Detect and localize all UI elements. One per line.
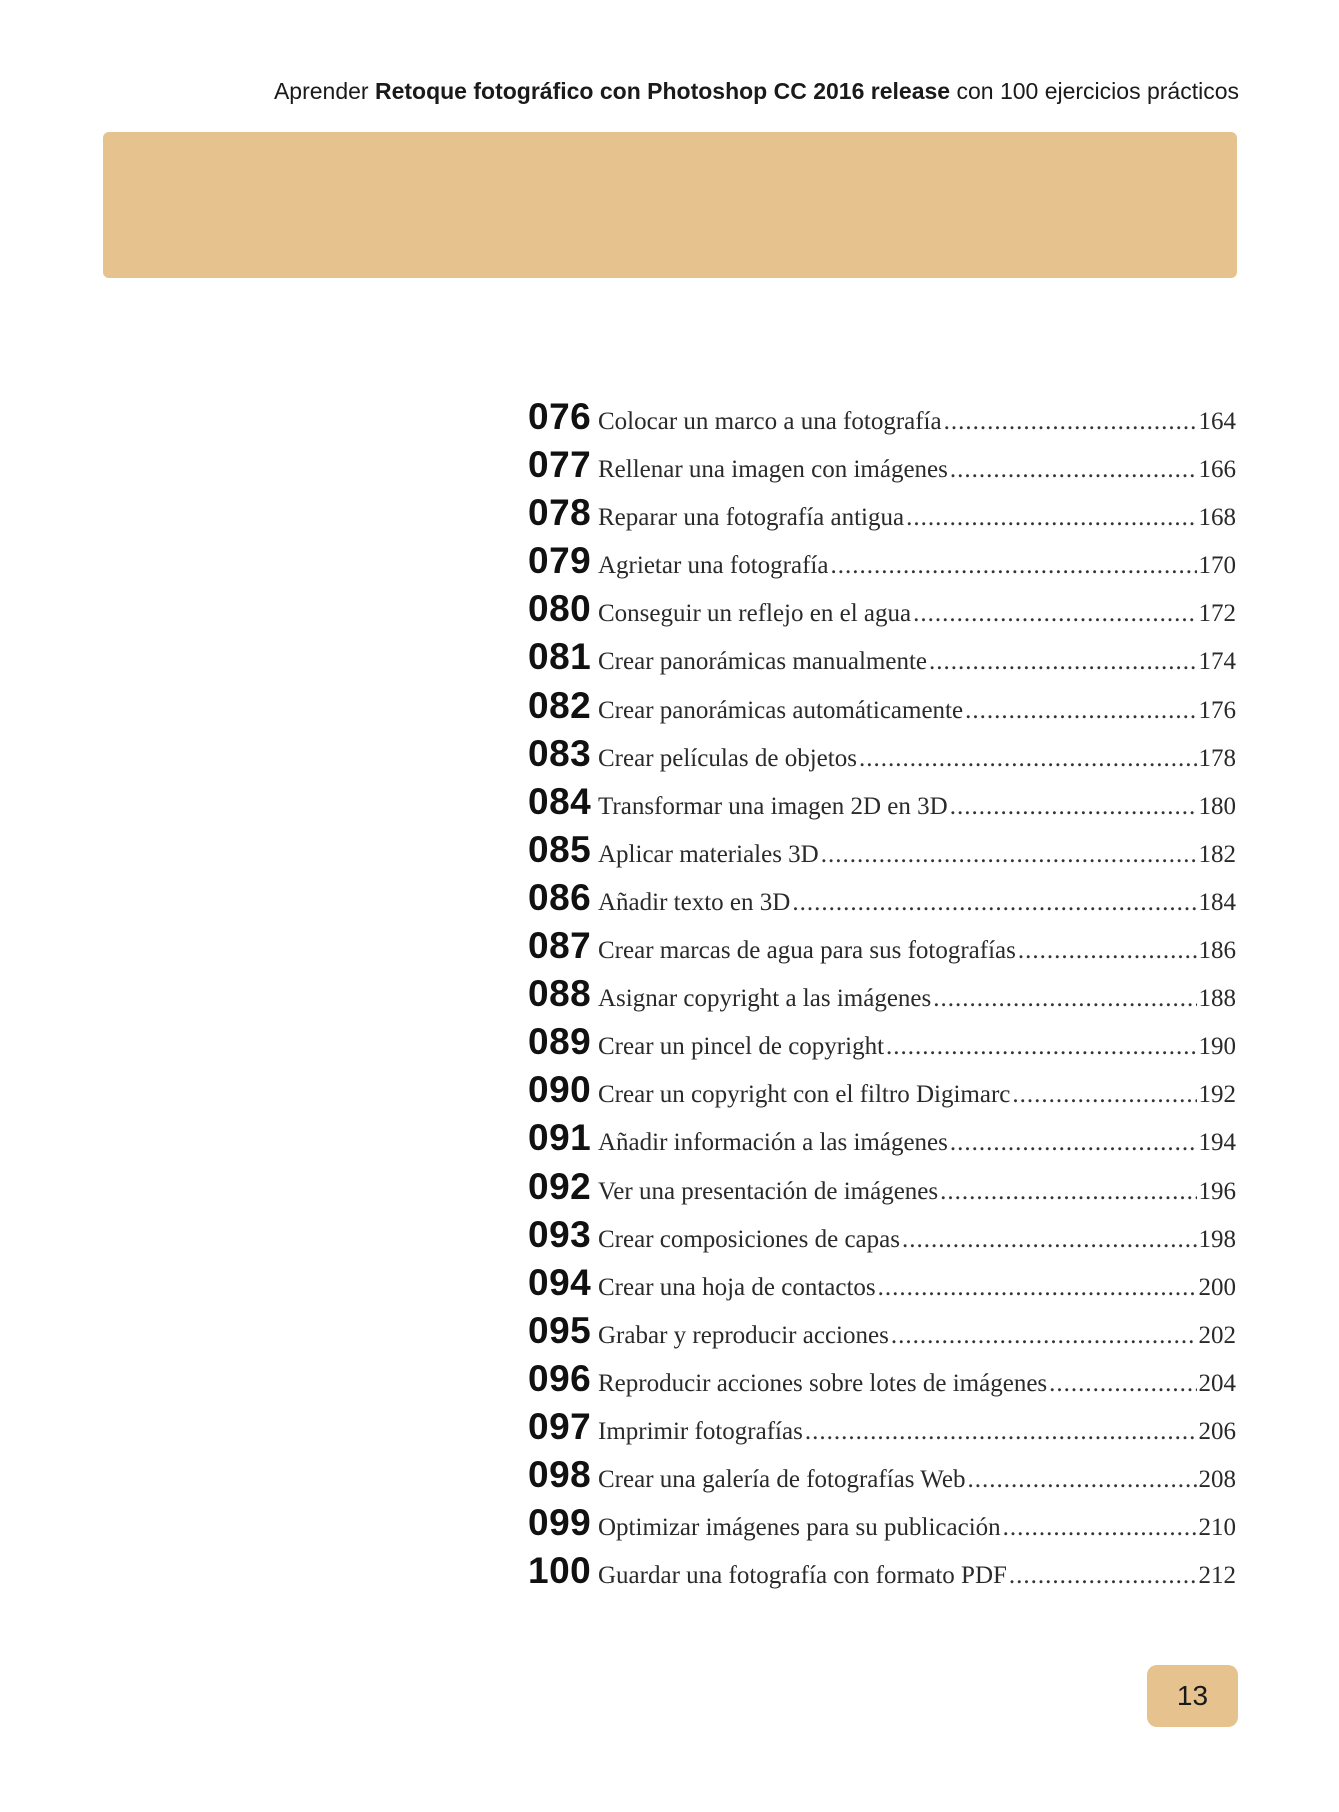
toc-dot-leader	[913, 600, 1196, 628]
toc-entry-page: 198	[1198, 1225, 1236, 1253]
toc-entry-page: 174	[1198, 648, 1236, 676]
toc-entry-title: Crear una galería de fotografías Web	[598, 1466, 966, 1494]
toc-entry[interactable]	[528, 1262, 1236, 1310]
toc-entry-number: 078	[528, 492, 592, 534]
toc-entry[interactable]	[528, 1454, 1236, 1502]
toc-entry-page: 194	[1198, 1129, 1236, 1157]
toc-dot-leader	[1018, 937, 1197, 965]
table-of-contents	[528, 396, 1236, 1598]
page-number-box	[1147, 1665, 1238, 1727]
toc-entry-title: Reparar una fotografía antigua	[598, 504, 905, 532]
toc-entry[interactable]	[528, 1166, 1236, 1214]
toc-entry-title: Agrietar una fotografía	[598, 552, 829, 580]
toc-entry-number: 088	[528, 973, 592, 1015]
toc-entry-title: Añadir información a las imágenes	[598, 1129, 948, 1157]
toc-entry-page: 172	[1198, 600, 1236, 628]
toc-entry[interactable]	[528, 733, 1236, 781]
toc-entry-title: Asignar copyright a las imágenes	[598, 985, 932, 1013]
toc-entry-number: 080	[528, 588, 592, 630]
toc-entry-number: 092	[528, 1165, 592, 1207]
toc-dot-leader	[933, 985, 1196, 1013]
toc-entry[interactable]	[528, 1502, 1236, 1550]
toc-entry-page: 210	[1198, 1514, 1236, 1542]
toc-entry-page: 180	[1198, 792, 1236, 820]
toc-entry-title: Colocar un marco a una fotografía	[598, 408, 942, 435]
toc-entry-number: 094	[528, 1261, 592, 1303]
toc-entry-title: Crear panorámicas manualmente	[598, 648, 928, 676]
toc-dot-leader	[821, 841, 1197, 869]
toc-entry[interactable]	[528, 1310, 1236, 1358]
toc-entry-number: 081	[528, 636, 592, 678]
toc-entry-number: 090	[528, 1069, 592, 1111]
toc-entry-page: 170	[1198, 552, 1236, 580]
toc-dot-leader	[891, 1322, 1197, 1350]
toc-entry-title: Crear marcas de agua para sus fotografías	[598, 937, 1016, 965]
toc-entry-page: 204	[1198, 1369, 1236, 1397]
toc-dot-leader	[805, 1418, 1197, 1446]
toc-dot-leader	[944, 408, 1197, 436]
toc-entry-title: Reproducir acciones sobre lotes de imágenes	[598, 1369, 1048, 1397]
toc-entry-title: Optimizar imágenes para su publicación	[598, 1514, 1001, 1542]
toc-entry-number: 089	[528, 1021, 592, 1063]
toc-entry-title: Imprimir fotografías	[598, 1417, 803, 1445]
toc-entry-page: 178	[1198, 744, 1236, 772]
toc-dot-leader	[950, 456, 1197, 484]
toc-entry-number: 083	[528, 732, 592, 774]
toc-dot-leader	[902, 1226, 1197, 1254]
toc-entry-page: 212	[1198, 1562, 1236, 1590]
toc-entry-number: 091	[528, 1117, 592, 1159]
toc-entry-number: 099	[528, 1502, 592, 1544]
toc-entry-title: Conseguir un reflejo en el agua	[598, 600, 912, 628]
toc-dot-leader	[940, 1178, 1196, 1206]
toc-dot-leader	[1003, 1514, 1197, 1542]
toc-entry-number: 093	[528, 1213, 592, 1255]
toc-dot-leader	[830, 552, 1196, 580]
toc-entry-number: 085	[528, 828, 592, 870]
toc-entry-title: Crear panorámicas automáticamente	[598, 696, 964, 724]
toc-entry-page: 188	[1198, 985, 1236, 1013]
toc-entry-number: 100	[528, 1550, 592, 1592]
toc-entry-title: Crear una hoja de contactos	[598, 1273, 876, 1301]
toc-entry-page: 182	[1198, 840, 1236, 868]
running-header	[274, 78, 1239, 105]
toc-entry[interactable]	[528, 588, 1236, 636]
toc-entry[interactable]	[528, 540, 1236, 588]
toc-entry-title: Guardar una fotografía con formato PDF	[598, 1562, 1007, 1590]
header-book-title: Retoque fotográfico con Photoshop CC 2016 release	[374, 78, 951, 104]
toc-entry-page: 196	[1198, 1177, 1236, 1205]
toc-entry-number: 095	[528, 1309, 592, 1351]
toc-entry-page: 200	[1198, 1273, 1236, 1301]
toc-entry-page: 186	[1198, 937, 1236, 965]
toc-entry-page: 202	[1198, 1321, 1236, 1349]
toc-entry-number: 086	[528, 876, 592, 918]
toc-dot-leader	[792, 889, 1196, 917]
toc-entry-number: 098	[528, 1454, 592, 1496]
toc-entry-title: Crear composiciones de capas	[598, 1225, 900, 1253]
header-prefix: Aprender	[273, 78, 375, 104]
toc-entry-page: 208	[1198, 1466, 1236, 1494]
toc-entry[interactable]	[528, 396, 1236, 444]
toc-entry-title: Transformar una imagen 2D en 3D	[598, 792, 948, 820]
toc-dot-leader	[1012, 1081, 1196, 1109]
toc-entry[interactable]	[528, 925, 1236, 973]
toc-dot-leader	[886, 1033, 1196, 1061]
toc-entry-title: Ver una presentación de imágenes	[598, 1177, 939, 1205]
toc-entry[interactable]	[528, 829, 1236, 877]
toc-entry[interactable]	[528, 1214, 1236, 1262]
toc-entry-number: 076	[528, 396, 592, 437]
toc-entry[interactable]	[528, 444, 1236, 492]
toc-entry[interactable]	[528, 1021, 1236, 1069]
toc-entry-page: 184	[1198, 888, 1236, 916]
page-number: 13	[1176, 1680, 1209, 1711]
toc-dot-leader	[906, 504, 1196, 532]
toc-entry-title: Aplicar materiales 3D	[598, 840, 819, 868]
chapter-banner	[103, 132, 1237, 278]
toc-entry-number: 096	[528, 1357, 592, 1399]
toc-dot-leader	[1049, 1370, 1196, 1398]
toc-entry-title: Grabar y reproducir acciones	[598, 1321, 889, 1349]
toc-entry-title: Crear películas de objetos	[598, 744, 857, 772]
toc-dot-leader	[859, 745, 1197, 773]
toc-entry[interactable]	[528, 973, 1236, 1021]
toc-dot-leader	[950, 793, 1197, 821]
toc-entry-page: 192	[1198, 1081, 1236, 1109]
toc-entry-page: 190	[1198, 1033, 1236, 1061]
toc-entry-title: Añadir texto en 3D	[598, 888, 791, 916]
toc-entry-number: 087	[528, 925, 592, 967]
toc-entry-number: 077	[528, 444, 592, 486]
toc-dot-leader	[878, 1274, 1197, 1302]
toc-dot-leader	[950, 1129, 1197, 1157]
toc-entry-page: 164	[1198, 408, 1236, 435]
toc-entry[interactable]	[528, 877, 1236, 925]
toc-entry-title: Rellenar una imagen con imágenes	[598, 456, 948, 484]
header-suffix: con 100 ejercicios prácticos	[950, 78, 1239, 104]
toc-dot-leader	[965, 697, 1196, 725]
toc-entry[interactable]	[528, 1358, 1236, 1406]
toc-entry-number: 082	[528, 684, 592, 726]
toc-entry[interactable]	[528, 1117, 1236, 1165]
toc-entry-number: 084	[528, 780, 592, 822]
toc-entry[interactable]	[528, 636, 1236, 684]
toc-entry[interactable]	[528, 1406, 1236, 1454]
toc-entry[interactable]	[528, 492, 1236, 540]
toc-entry[interactable]	[528, 1069, 1236, 1117]
toc-entry-page: 166	[1198, 456, 1236, 484]
toc-entry-page: 206	[1198, 1417, 1236, 1445]
toc-entry[interactable]	[528, 1550, 1236, 1598]
toc-entry-number: 079	[528, 540, 592, 582]
toc-entry[interactable]	[528, 685, 1236, 733]
toc-entry-page: 176	[1198, 696, 1236, 724]
toc-entry-page: 168	[1198, 504, 1236, 532]
toc-entry[interactable]	[528, 781, 1236, 829]
toc-entry-title: Crear un copyright con el filtro Digimarc	[598, 1081, 1011, 1109]
toc-dot-leader	[968, 1466, 1197, 1494]
toc-dot-leader	[929, 648, 1196, 676]
toc-entry-title: Crear un pincel de copyright	[598, 1033, 885, 1061]
toc-dot-leader	[1009, 1562, 1197, 1590]
toc-entry-number: 097	[528, 1405, 592, 1447]
